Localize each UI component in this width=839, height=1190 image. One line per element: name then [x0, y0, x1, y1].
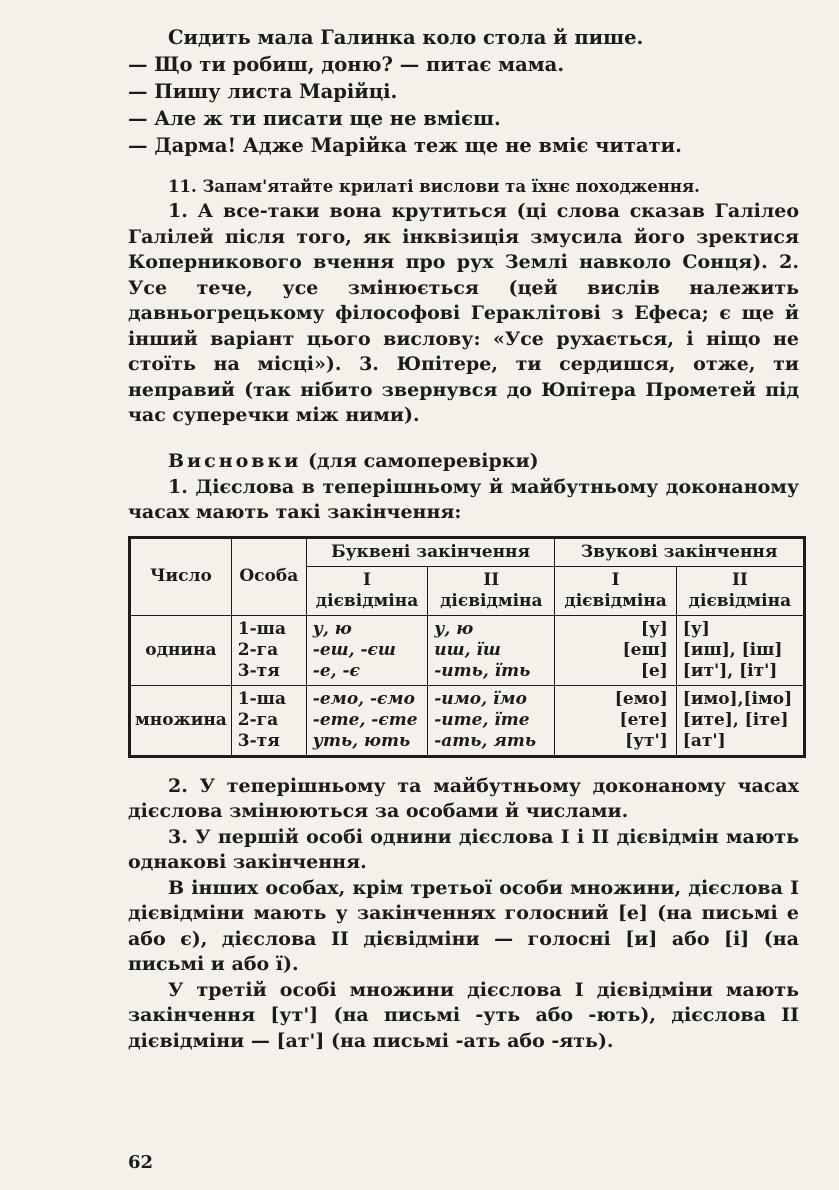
cell-value: -еш, -єш — [312, 639, 396, 660]
cell-value: у, ю — [434, 618, 474, 639]
third-plural-paragraph: У третій особі множини дієслова I дієвідміни мають закінчення [ут'] (на письмі -уть або -ють), дієслова II дієвідміни — [ат'] (на письмі -ать або -ять). — [128, 978, 799, 1052]
cell-value: -ете, -єте — [312, 709, 418, 730]
dialog-line: — Але ж ти писати ще не вмієш. — [128, 107, 501, 130]
conclusion-point-3: 3. У першій особі однини дієслова I і II дієвідмін мають однакові закінчення. — [128, 825, 799, 873]
cell-value: 3-тя — [237, 730, 280, 751]
header-letter-endings: Буквені закінчення — [306, 537, 555, 566]
cell-number: множина — [130, 685, 232, 756]
header-sound-conj-1: I дієвідміна — [555, 566, 676, 615]
cell-persons — [231, 615, 306, 685]
cell-value: [емо] — [614, 688, 668, 709]
page-number: 62 — [128, 1152, 154, 1173]
cell-sounds-conj-1 — [555, 615, 676, 685]
cell-value: 2-га — [237, 639, 279, 660]
exercise-11-title: 11. Запам'ятайте крилаті вислови та їхнє походження. — [168, 177, 700, 196]
header-sound-conj-2: II дієвідміна — [676, 566, 804, 615]
cell-value: 1-ша — [237, 688, 286, 709]
cell-value: [у] — [640, 618, 668, 639]
header-number: Число — [130, 537, 232, 615]
cell-value: [еш] — [622, 639, 668, 660]
cell-value: уть, ють — [312, 730, 411, 751]
cell-sounds-conj-2 — [676, 685, 804, 756]
conclusions-heading-rest: (для самоперевірки) — [301, 449, 539, 472]
cell-letters-conj-1 — [306, 615, 427, 685]
other-persons-paragraph: В інших особах, крім третьої особи множини, дієслова I дієвідміни мають у закінченнях голосний [е] (на письмі е або є), дієслова II дієвідміни — голосні [и] або [і] (на письмі и або ї). — [128, 876, 799, 975]
cell-value: -ать, ять — [434, 730, 537, 751]
cell-value: [ите], [іте] — [682, 709, 789, 730]
cell-value: [у] — [682, 618, 710, 639]
cell-value: [имо],[імо] — [682, 688, 793, 709]
cell-number: однина — [130, 615, 232, 685]
header-person: Особа — [231, 537, 306, 615]
cell-value: [иш], [іш] — [682, 639, 783, 660]
dialog-line: — Що ти робиш, доню? — питає мама. — [128, 53, 565, 76]
cell-persons — [231, 685, 306, 756]
verb-endings-table — [128, 536, 806, 758]
cell-sounds-conj-1 — [555, 685, 676, 756]
cell-value: 1-ша — [237, 618, 286, 639]
conclusions-heading — [128, 447, 799, 475]
header-sound-endings: Звукові закінчення — [555, 537, 805, 566]
dialog-line: Сидить мала Галинка коло стола й пише. — [168, 26, 644, 49]
cell-value: [ит'], [іт'] — [682, 660, 778, 681]
header-letter-conj-2: II дієвідміна — [428, 566, 555, 615]
conclusion-point-1: 1. Дієслова в теперішньому й майбутньому доконаному часах мають такі закінчення: — [128, 475, 799, 523]
dialog-line: — Дарма! Адже Марійка теж ще не вміє читати. — [128, 134, 682, 157]
conclusion-point-2: 2. У теперішньому та майбутньому доконаному часах дієслова змінюються за особами й числами. — [128, 774, 799, 822]
conclusions-heading-word: Висновки — [168, 449, 302, 472]
cell-value: -ите, їте — [434, 709, 530, 730]
cell-value: 3-тя — [237, 660, 280, 681]
cell-value: [е] — [640, 660, 668, 681]
dialog-line: — Пишу листа Марійці. — [128, 80, 398, 103]
cell-value: 2-га — [237, 709, 279, 730]
cell-value: -емо, -ємо — [312, 688, 415, 709]
dialog-block — [128, 24, 799, 159]
cell-letters-conj-2 — [428, 685, 555, 756]
cell-value: [ете] — [619, 709, 668, 730]
cell-value: [ат'] — [682, 730, 726, 751]
cell-letters-conj-2 — [428, 615, 555, 685]
header-letter-conj-1: I дієвідміна — [306, 566, 427, 615]
cell-value: -е, -є — [312, 660, 360, 681]
table-row-singular — [130, 615, 805, 685]
cell-sounds-conj-2 — [676, 615, 804, 685]
cell-value: у, ю — [312, 618, 352, 639]
cell-value: иш, їш — [434, 639, 501, 660]
cell-value: -ить, їть — [434, 660, 531, 681]
cell-value: -имо, їмо — [434, 688, 527, 709]
cell-value: [ут'] — [625, 730, 668, 751]
quotes-paragraph: 1. А все-таки вона крутиться (ці слова сказав Галілео Галілей після того, як інквізиція змусила його зректися Коперникового вчення про рух Землі навколо Сонця). 2. Усе тече, усе змінюється (цей вислів належить давньогрецькому філософові Гераклітові з Ефеса; є ще й інший варіант цього вислову: «Усе рухається, і ніщо не стоїть на місці»). 3. Юпітере, ти сердишся, отже, ти неправий (так нібито звернувся до Юпітера Прометей під час суперечки між ними). — [128, 200, 799, 426]
cell-letters-conj-1 — [306, 685, 427, 756]
table-row-plural — [130, 685, 805, 756]
